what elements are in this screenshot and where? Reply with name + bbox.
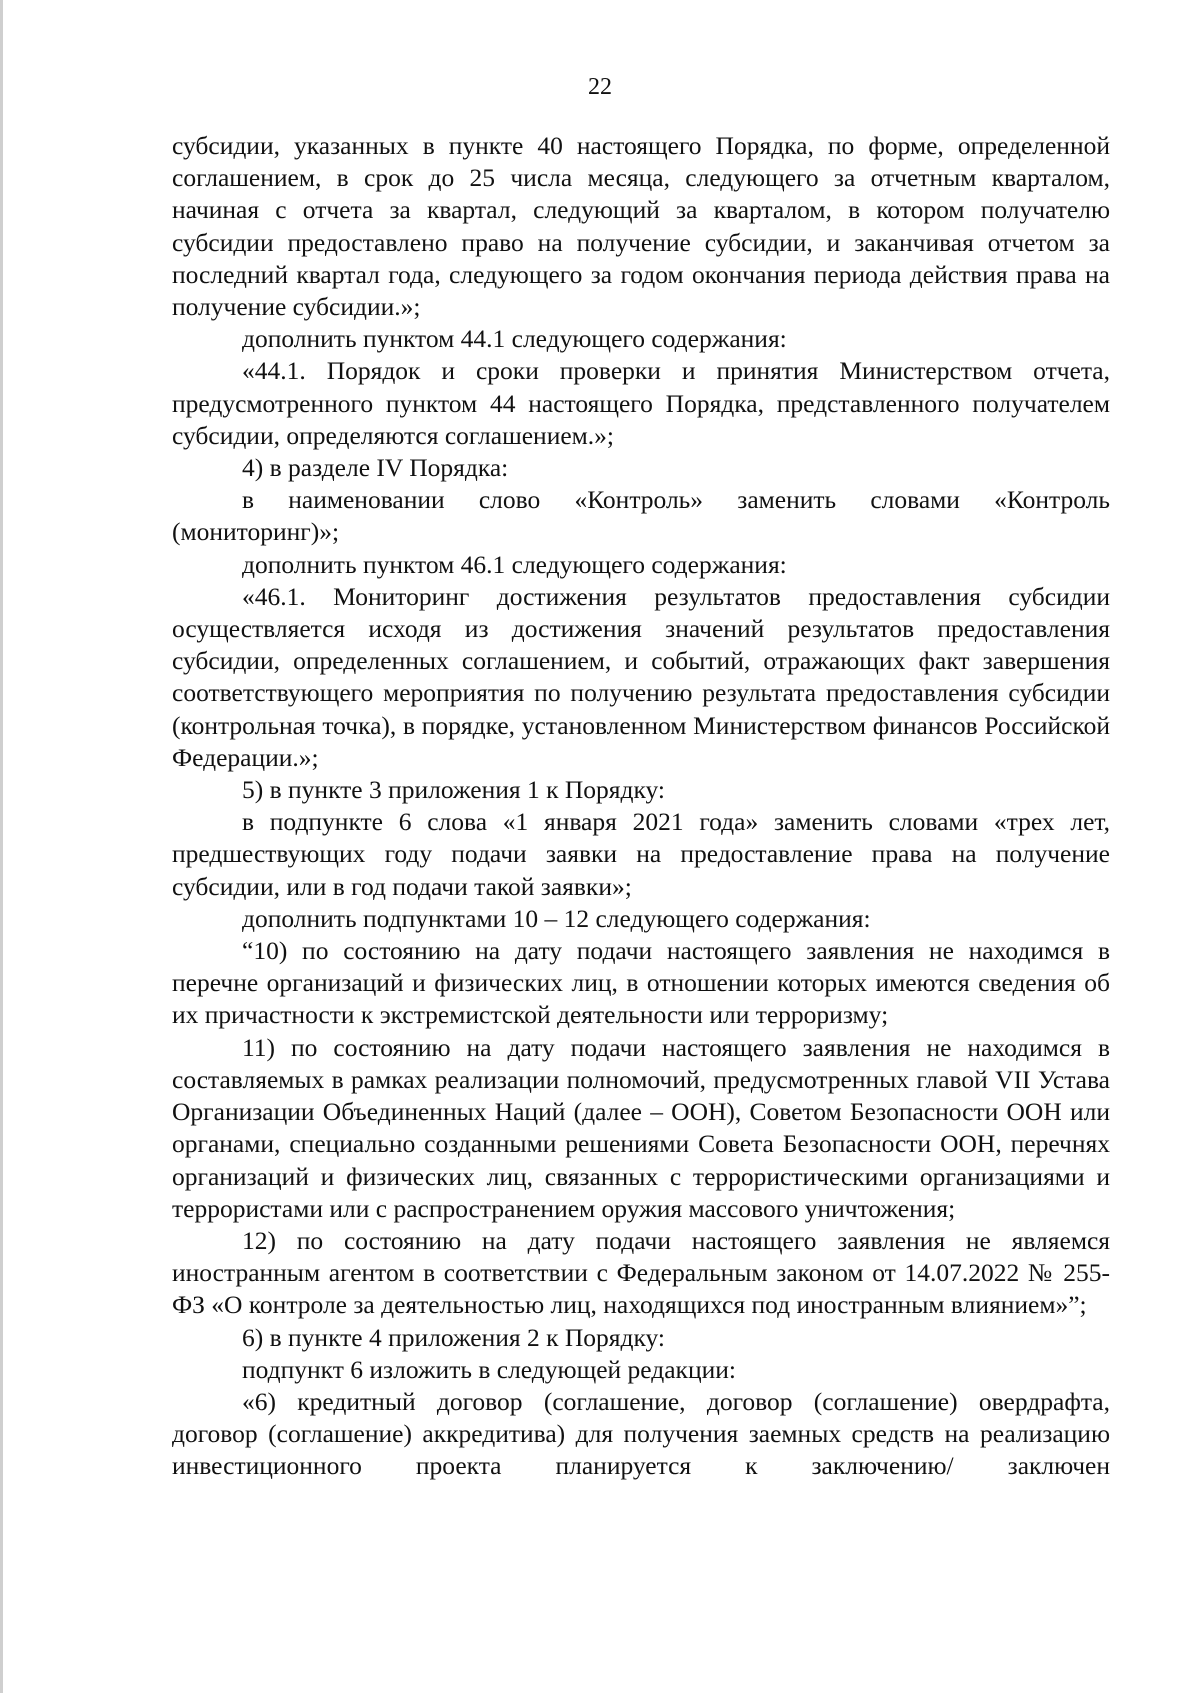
document-body — [172, 130, 1110, 1483]
paragraph-appendix-2-point-4: 6) в пункте 4 приложения 2 к Порядку: — [242, 1322, 666, 1352]
paragraph-credit-agreement: «6) кредитный договор (соглашение, договор (соглашение) овердрафта, договор (соглашение) аккредитива) для получения заемных средств на реализацию инвестиционного проекта планируется к заключению/ заключен — [172, 1386, 1110, 1481]
paragraph-point-46-1-text: «46.1. Мониторинг достижения результатов предоставления субсидии осуществляется исходя из достижения значений результатов предоставления субсидии, определенных соглашением, и событий, отражающих факт завершения соответствующего мероприятия по получению результата предоставления субсидии (контрольная точка), в порядке, установленном Министерством финансов Российской Федерации.»; — [172, 581, 1110, 772]
paragraph-add-point-44-1: дополнить пунктом 44.1 следующего содержания: — [242, 324, 787, 354]
scan-edge-shadow — [0, 0, 3, 1693]
paragraph-add-point-46-1: дополнить пунктом 46.1 следующего содержания: — [242, 549, 787, 579]
paragraph-subsidy-report-deadline: субсидии, указанных в пункте 40 настоящего Порядка, по форме, определенной соглашением, в срок до 25 числа месяца, следующего за отчетным кварталом, начиная с отчета за квартал, следующий за кварталом, в котором получателю субсидии предоставлено право на получение субсидии, и заканчивая отчетом за последний квартал года, следующего за годом окончания периода действия права на получение субсидии.»; — [172, 131, 1110, 322]
paragraph-subpoint-6-new-edition: подпункт 6 изложить в следующей редакции: — [242, 1354, 736, 1384]
paragraph-section-iv: 4) в разделе IV Порядка: — [242, 453, 509, 483]
paragraph-subpoint-12: 12) по состоянию на дату подачи настоящего заявления не являемся иностранным агентом в соответствии с Федеральным законом от 14.07.2022 № 255-ФЗ «О контроле за деятельностью лиц, находящихся под иностранным влиянием»”; — [172, 1225, 1110, 1320]
paragraph-point-44-1-text: «44.1. Порядок и сроки проверки и принятия Министерством отчета, предусмотренного пунктом 44 настоящего Порядка, представленного получателем субсидии, определяются соглашением.»; — [172, 356, 1110, 450]
paragraph-control-rename: в наименовании слово «Контроль» заменить словами «Контроль (мониторинг)»; — [172, 485, 1110, 547]
paragraph-subpoint-6-replace: в подпункте 6 слова «1 января 2021 года» заменить словами «трех лет, предшествующих году подачи заявки на предоставление права на получение субсидии, или в год подачи такой заявки»; — [172, 807, 1110, 901]
page-number: 22 — [588, 74, 612, 100]
paragraph-subpoint-11: 11) по состоянию на дату подачи настоящего заявления не находимся в составляемых в рамках реализации полномочий, предусмотренных главой VII Устава Организации Объединенных Наций (далее – ООН), Советом Безопасности ООН или органами, специально созданными решениями Совета Безопасности ООН, перечнях организаций и физических лиц, связанных с террористическими организациями и террористами или с распространением оружия массового уничтожения; — [172, 1032, 1110, 1223]
paragraph-appendix-1-point-3: 5) в пункте 3 приложения 1 к Порядку: — [242, 775, 666, 805]
paragraph-add-subpoints-10-12: дополнить подпунктами 10 – 12 следующего содержания: — [242, 903, 871, 933]
paragraph-subpoint-10: “10) по состоянию на дату подачи настоящего заявления не находимся в перечне организаций и физических лиц, в отношении которых имеются сведения об их причастности к экстремистской деятельности или терроризму; — [172, 936, 1110, 1030]
